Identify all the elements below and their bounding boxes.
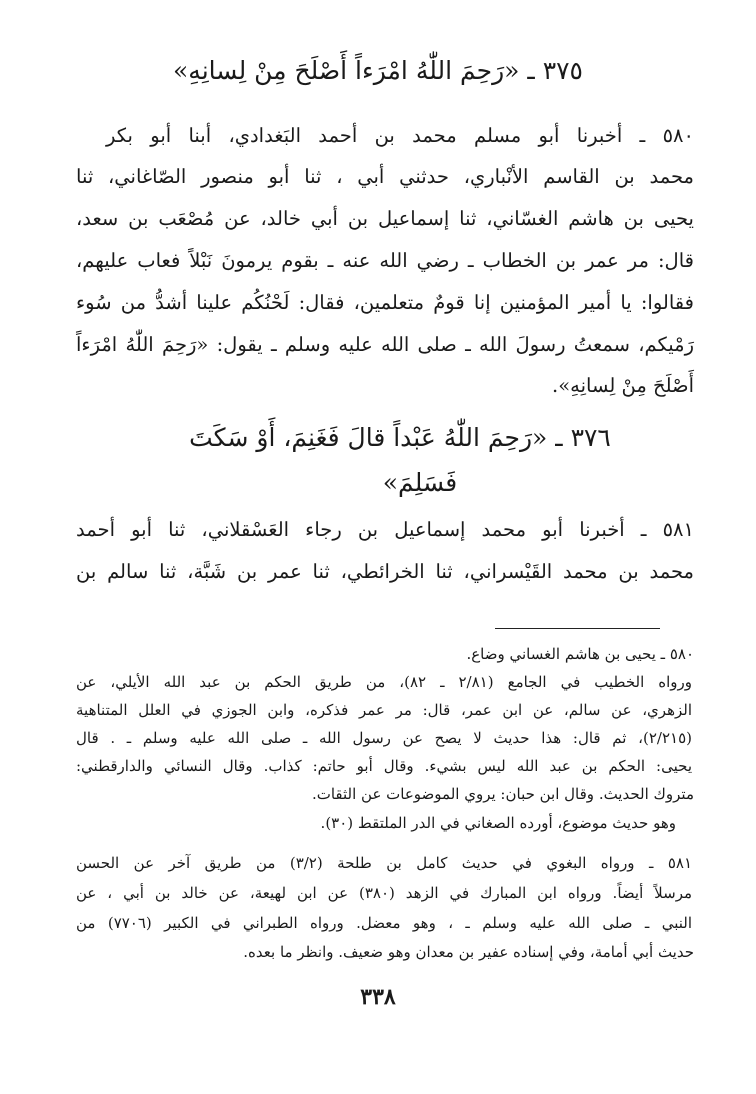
footnote-580-line: ورواه الخطيب في الجامع (٢/٨١ ـ ٨٢)، من طريق الحكم بن عبد الله الأيلي، عن [76,673,692,691]
hadith-581-line: ٥٨١ ـ أخبرنا أبو محمد إسماعيل بن رجاء العَسْقلاني، ثنا أبو أحمد [76,518,694,541]
hadith-580-line: أَصْلَحَ مِنْ لِسانِهِ». [552,374,694,397]
hadith-581-line: محمد بن محمد القَيْسراني، ثنا الخرائطي، ثنا عمر بن شَبَّة، ثنا سالم بن [76,560,694,583]
hadith-580-line: محمد بن القاسم الأنْباري، حدثني أبي ، ثنا أبو منصور الصّاغاني، ثنا [76,165,694,188]
footnote-separator [495,628,660,629]
chapter-heading-375: ٣٧٥ ـ «رَحِمَ اللّٰهُ امْرَءاً أَصْلَحَ مِنْ لِسانِهِ» [173,56,583,85]
hadith-580-line: فقالوا: يا أمير المؤمنين إنا قومٌ متعلمين، فقال: لَحْنُكُم علينا أشدُّ من سُوء [76,291,694,314]
footnote-580-line: الزهري، عن سالم، عن ابن عمر، قال: مر عمر فذكره، وابن الجوزي في العلل المتناهية [76,701,692,719]
footnote-581-line: مرسلاً أيضاً. ورواه ابن المبارك في الزهد (٣٨٠) عن ابن لهيعة، عن خالد بن أبي ، عن [76,884,693,902]
footnote-580-line: (٢/٢١٥)، ثم قال: هذا حديث لا يصح عن رسول الله ـ صلى الله عليه وسلم ـ . قال [76,729,692,747]
page-number: ٣٣٨ [360,984,396,1010]
footnote-581-line: ٥٨١ ـ ورواه البغوي في حديث كامل بن طلحة (٣/٢) من طريق آخر عن الحسن [76,854,692,872]
chapter-heading-376: ٣٧٦ ـ «رَحِمَ اللّٰهُ عَبْداً قالَ فَغَنِمَ، أَوْ سَكَتَ [189,423,611,452]
hadith-580-line: يحيى بن هاشم الغسّاني، ثنا إسماعيل بن أبي خالد، عن مُصْعَب بن سعد، [76,207,694,230]
footnote-580-line: وهو حديث موضوع، أورده الصغاني في الدر الملتقط (٣٠). [320,814,676,832]
hadith-580-line: قال: مر عمر بن الخطاب ـ رضي الله عنه ـ بقوم يرمونَ نَبْلاً فعاب عليهم، [76,249,694,272]
footnote-580-line: ٥٨٠ ـ يحيى بن هاشم الغساني وضاع. [466,645,694,663]
footnote-581-line: النبي ـ صلى الله عليه وسلم ـ ، وهو معضل. ورواه الطبراني في الكبير (٧٧٠٦) من [76,914,692,932]
footnote-580-line: متروك الحديث. وقال ابن حبان: يروي الموضوعات عن الثقات. [311,785,694,803]
chapter-heading-376-cont: فَسَلِمَ» [382,468,458,497]
hadith-580-line: ٥٨٠ ـ أخبرنا أبو مسلم محمد بن أحمد البَغدادي، أبنا أبو بكر [106,124,694,147]
footnote-581-line: حديث أبي أمامة، وفي إسناده عفير بن معدان وهو ضعيف. وانظر ما بعده. [243,943,694,961]
hadith-580-line: رَمْيكم، سمعتُ رسولَ الله ـ صلى الله عليه وسلم ـ يقول: «رَحِمَ اللّٰهُ امْرَءاً [76,333,694,356]
footnote-580-line: يحيى: الحكم بن عبد الله ليس بشيء. وقال أبو حاتم: كذاب. وقال النسائي والدارقطني: [76,757,692,775]
